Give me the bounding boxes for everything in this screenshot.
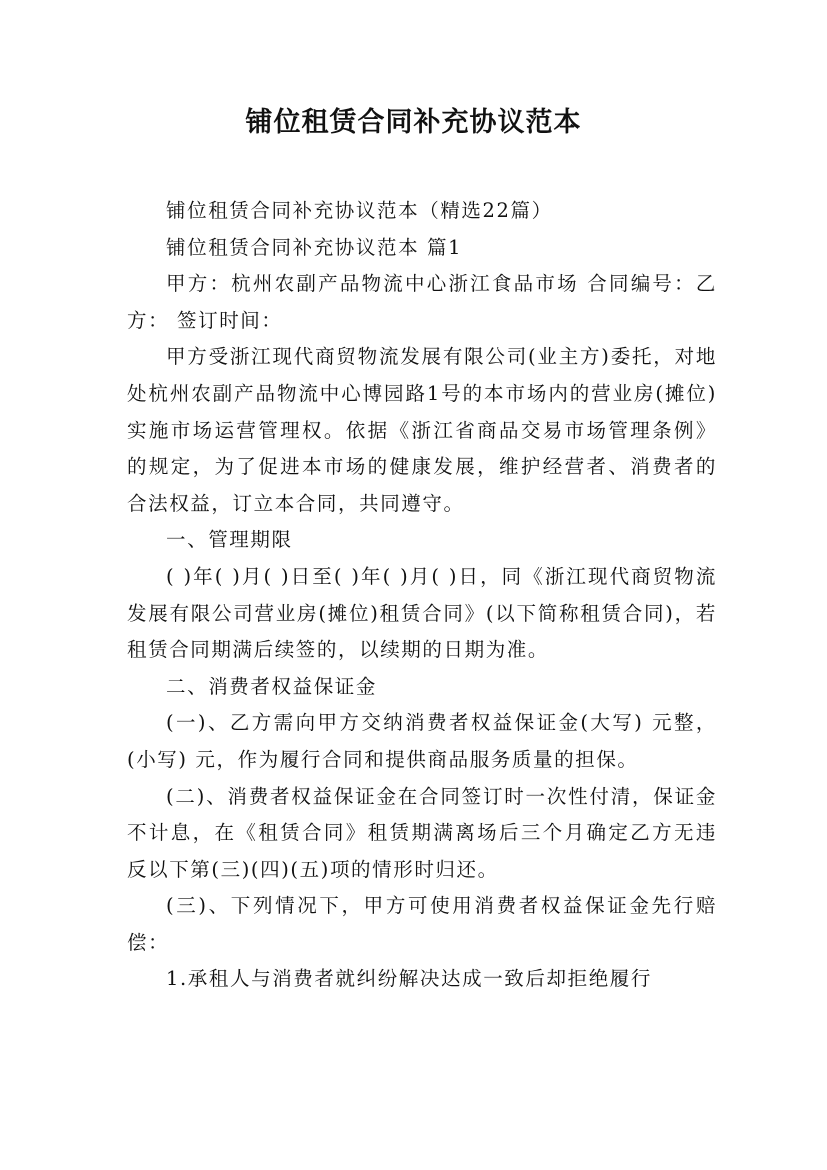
parties-paragraph: 甲方：杭州农副产品物流中心浙江食品市场 合同编号：乙方： 签订时间：: [127, 272, 717, 332]
deposit-subitem-1: 1.承租人与消费者就纠纷解决达成一致后却拒绝履行: [166, 967, 653, 991]
section-heading-paragraph: 铺位租赁合同补充协议范本 篇1: [166, 235, 463, 259]
document-title: 铺位租赁合同补充协议范本: [245, 107, 582, 138]
term-paragraph: ( )年( )月( )日至( )年( )月( )日，同《浙江现代商贸物流发展有限公司营业房(摊位)租赁合同》(以下简称租赁合同)，若租赁合同期满后续签的，以续期的日期为准。: [127, 564, 717, 662]
subtitle-paragraph: 铺位租赁合同补充协议范本（精选22篇）: [166, 199, 553, 222]
clause-heading-deposit: 二、消费者权益保证金: [166, 674, 378, 698]
clause-heading-term: 一、管理期限: [166, 528, 293, 552]
preamble-paragraph: 甲方受浙江现代商贸物流发展有限公司(业主方)委托，对地处杭州农副产品物流中心博园路1号的本市场内的营业房(摊位)实施市场运营管理权。依据《浙江省商品交易市场管理条例》的规定，为了促进本市场的健康发展，维护经营者、消费者的合法权益，订立本合同，共同遵守。: [127, 345, 717, 515]
deposit-item-2: (二)、消费者权益保证金在合同签订时一次性付清，保证金不计息，在《租赁合同》租赁期满离场后三个月确定乙方无违反以下第(三)(四)(五)项的情形时归还。: [127, 784, 717, 881]
deposit-item-3: (三)、下列情况下，甲方可使用消费者权益保证金先行赔偿：: [127, 894, 717, 954]
document-body: [127, 193, 717, 998]
deposit-item-1: (一)、乙方需向甲方交纳消费者权益保证金(大写) 元整，(小写) 元，作为履行合同和提供商品服务质量的担保。: [127, 711, 717, 771]
